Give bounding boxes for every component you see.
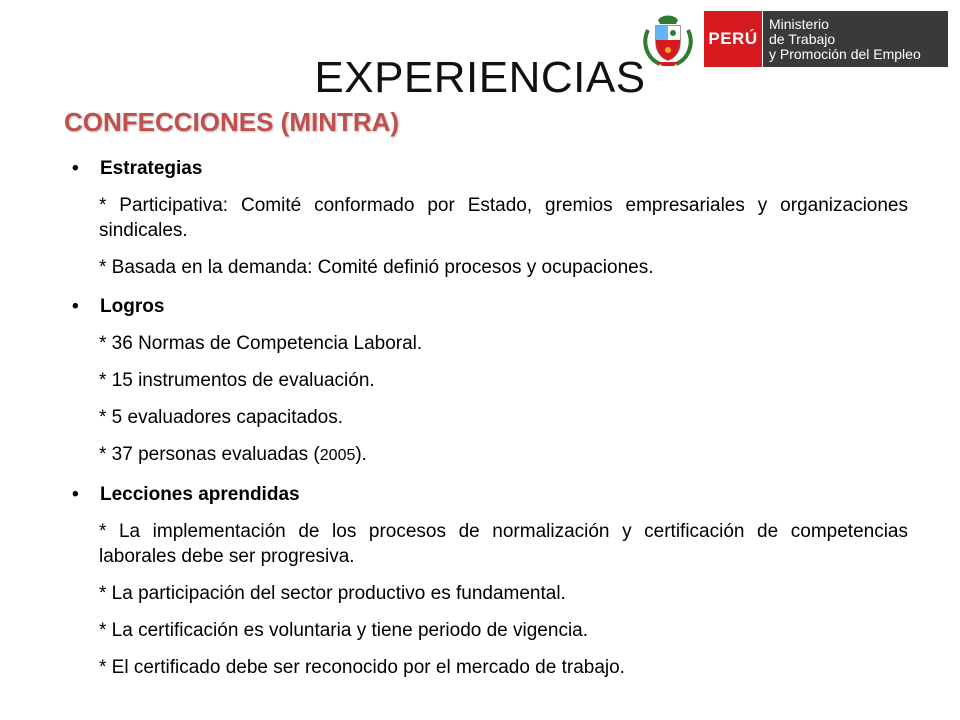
year-suffix: ).: [355, 444, 367, 465]
section-heading-estrategias: • Estrategias: [66, 156, 908, 181]
section-line: * La implementación de los procesos de normalización y certificación de competencias laborales debe ser progresiva.: [99, 521, 908, 567]
section-line: * La participación del sector productivo es fundamental.: [99, 583, 566, 604]
year-text: 2005: [319, 447, 356, 464]
logo-peru-text: PERÚ: [704, 11, 762, 67]
logo-ministry-line: y Promoción del Empleo: [769, 46, 921, 62]
section-line: * Basada en la demanda: Comité definió procesos y ocupaciones.: [99, 257, 654, 278]
logo-ministry-line: Ministerio: [769, 16, 829, 32]
section-line: * 5 evaluadores capacitados.: [99, 407, 343, 428]
section-line: * El certificado debe ser reconocido por el mercado de trabajo.: [99, 657, 625, 678]
section-heading-lecciones: • Lecciones aprendidas: [66, 482, 908, 507]
section-heading-logros: • Logros: [66, 294, 908, 319]
section-line: * Participativa: Comité conformado por Estado, gremios empresariales y organizaciones sindicales.: [99, 195, 908, 241]
section-line: * 15 instrumentos de evaluación.: [99, 370, 375, 391]
slide-subtitle: CONFECCIONES (MINTRA): [64, 107, 400, 137]
section-line: * La certificación es voluntaria y tiene periodo de vigencia.: [99, 620, 589, 641]
section-line: * 36 Normas de Competencia Laboral.: [99, 333, 423, 354]
slide-content: [66, 156, 908, 692]
logo-ministry-line: de Trabajo: [769, 31, 836, 47]
slide-title: EXPERIENCIAS: [314, 53, 646, 102]
section-line-text: * 37 personas evaluadas (: [99, 444, 320, 465]
section-line-with-year: [66, 442, 908, 468]
